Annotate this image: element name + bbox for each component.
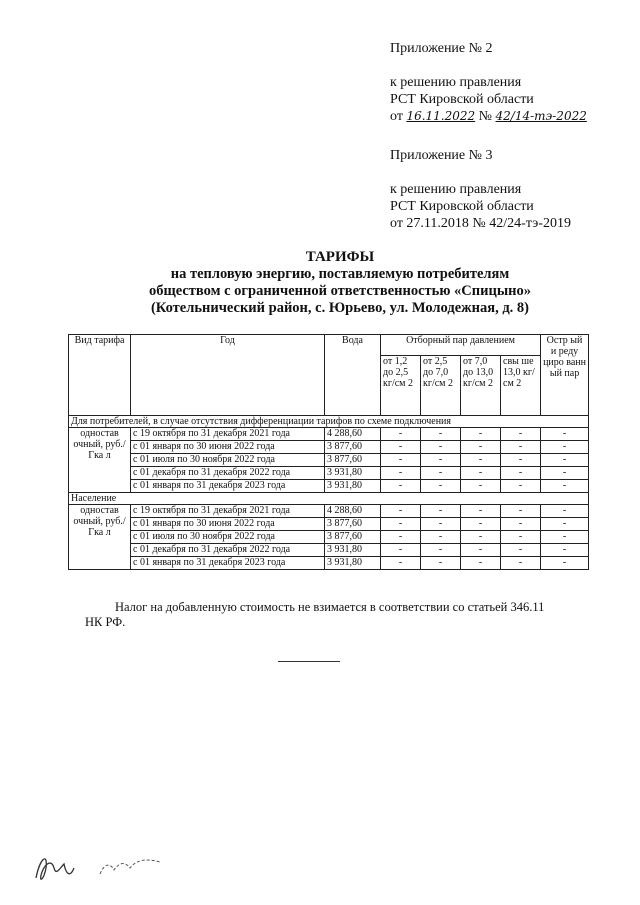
water-cell: 4 288,60 bbox=[325, 428, 381, 441]
steam1-cell: - bbox=[381, 505, 421, 518]
section-row bbox=[69, 416, 589, 428]
period-cell: с 01 января по 30 июня 2022 года bbox=[131, 441, 325, 454]
appendix-2-heading: Приложение № 2 bbox=[390, 41, 493, 56]
steam1-cell: - bbox=[381, 441, 421, 454]
water-cell: 3 931,80 bbox=[325, 480, 381, 493]
water-cell: 3 931,80 bbox=[325, 467, 381, 480]
tax-note bbox=[85, 600, 589, 630]
steam1-cell: - bbox=[381, 544, 421, 557]
document-title bbox=[60, 249, 620, 317]
period-cell: с 01 июля по 30 ноября 2022 года bbox=[131, 531, 325, 544]
tariff-table bbox=[68, 334, 589, 570]
sharp-cell: - bbox=[541, 454, 589, 467]
period-cell: с 19 октября по 31 декабря 2021 года bbox=[131, 428, 325, 441]
appendix-2-date-line bbox=[390, 108, 587, 125]
header-steam-2: от 2,5 до 7,0 кг/см 2 bbox=[421, 356, 461, 416]
sharp-cell: - bbox=[541, 557, 589, 570]
table-row bbox=[69, 480, 589, 493]
period-cell: с 01 января по 31 декабря 2023 года bbox=[131, 480, 325, 493]
period-cell: с 01 декабря по 31 декабря 2022 года bbox=[131, 467, 325, 480]
title-line1: ТАРИФЫ bbox=[305, 249, 375, 265]
date-prefix: от bbox=[390, 109, 403, 124]
section-2-label: Население bbox=[69, 493, 589, 505]
table-row bbox=[69, 518, 589, 531]
title-line3: обществом с ограниченной ответственностью «Спицыно» bbox=[148, 283, 531, 299]
steam3-cell: - bbox=[461, 557, 501, 570]
table-row bbox=[69, 428, 589, 441]
header-steam-3: от 7,0 до 13,0 кг/см 2 bbox=[461, 356, 501, 416]
header-steam-4: свы ше 13,0 кг/см 2 bbox=[501, 356, 541, 416]
handwritten-date: 16.11.2022 bbox=[406, 109, 476, 123]
steam4-cell: - bbox=[501, 518, 541, 531]
steam3-cell: - bbox=[461, 531, 501, 544]
steam4-cell: - bbox=[501, 480, 541, 493]
steam4-cell: - bbox=[501, 454, 541, 467]
header-steam: Отборный пар давлением bbox=[381, 335, 541, 356]
header-kind: Вид тарифа bbox=[69, 335, 131, 416]
steam1-cell: - bbox=[381, 531, 421, 544]
steam1-cell: - bbox=[381, 454, 421, 467]
steam2-cell: - bbox=[421, 480, 461, 493]
water-cell: 3 877,60 bbox=[325, 441, 381, 454]
sharp-cell: - bbox=[541, 441, 589, 454]
appendix-3-line3: от 27.11.2018 № 42/24-тэ-2019 bbox=[390, 216, 571, 231]
table-row bbox=[69, 441, 589, 454]
steam3-cell: - bbox=[461, 428, 501, 441]
table-row bbox=[69, 454, 589, 467]
steam3-cell: - bbox=[461, 441, 501, 454]
steam4-cell: - bbox=[501, 531, 541, 544]
steam3-cell: - bbox=[461, 505, 501, 518]
signature-icon bbox=[30, 838, 190, 888]
steam4-cell: - bbox=[501, 544, 541, 557]
steam1-cell: - bbox=[381, 480, 421, 493]
period-cell: с 01 декабря по 31 декабря 2022 года bbox=[131, 544, 325, 557]
period-cell: с 01 января по 30 июня 2022 года bbox=[131, 518, 325, 531]
water-cell: 3 931,80 bbox=[325, 557, 381, 570]
steam2-cell: - bbox=[421, 531, 461, 544]
header-year: Год bbox=[131, 335, 325, 416]
steam2-cell: - bbox=[421, 467, 461, 480]
title-line2: на тепловую энергию, поставляемую потребителям bbox=[170, 266, 510, 282]
table-row bbox=[69, 531, 589, 544]
table-row bbox=[69, 557, 589, 570]
steam4-cell: - bbox=[501, 441, 541, 454]
steam1-cell: - bbox=[381, 467, 421, 480]
water-cell: 3 931,80 bbox=[325, 544, 381, 557]
appendix-3-heading: Приложение № 3 bbox=[390, 148, 493, 163]
steam1-cell: - bbox=[381, 557, 421, 570]
appendix-2-line2: РСТ Кировской области bbox=[390, 92, 534, 107]
period-cell: с 19 октября по 31 декабря 2021 года bbox=[131, 505, 325, 518]
table-row bbox=[69, 505, 589, 518]
steam2-cell: - bbox=[421, 557, 461, 570]
appendix-2-line1: к решению правления bbox=[390, 75, 522, 90]
handwritten-number: 42/14-тэ-2022 bbox=[495, 109, 587, 123]
steam1-cell: - bbox=[381, 518, 421, 531]
steam4-cell: - bbox=[501, 557, 541, 570]
sharp-cell: - bbox=[541, 480, 589, 493]
steam3-cell: - bbox=[461, 467, 501, 480]
water-cell: 3 877,60 bbox=[325, 531, 381, 544]
water-cell: 3 877,60 bbox=[325, 454, 381, 467]
header-steam-1: от 1,2 до 2,5 кг/см 2 bbox=[381, 356, 421, 416]
water-cell: 4 288,60 bbox=[325, 505, 381, 518]
sharp-cell: - bbox=[541, 428, 589, 441]
steam4-cell: - bbox=[501, 428, 541, 441]
tax-note-line1: Налог на добавленную стоимость не взимается в соответствии со статьей 346.11 bbox=[115, 600, 545, 614]
title-line4: (Котельнический район, с. Юрьево, ул. Молодежная, д. 8) bbox=[150, 300, 530, 316]
tax-note-line2: НК РФ. bbox=[85, 615, 126, 629]
section-1-label: Для потребителей, в случае отсутствия дифференциации тарифов по схеме подключения bbox=[69, 416, 589, 428]
water-cell: 3 877,60 bbox=[325, 518, 381, 531]
sharp-cell: - bbox=[541, 518, 589, 531]
sharp-cell: - bbox=[541, 544, 589, 557]
appendix-2-block bbox=[390, 40, 587, 125]
appendix-3-block bbox=[390, 147, 571, 232]
steam3-cell: - bbox=[461, 518, 501, 531]
period-cell: с 01 июля по 30 ноября 2022 года bbox=[131, 454, 325, 467]
steam3-cell: - bbox=[461, 544, 501, 557]
steam2-cell: - bbox=[421, 505, 461, 518]
unit-cell: одностав очный, руб./Гка л bbox=[69, 505, 131, 570]
steam3-cell: - bbox=[461, 454, 501, 467]
header-water: Вода bbox=[325, 335, 381, 416]
steam1-cell: - bbox=[381, 428, 421, 441]
number-prefix: № bbox=[478, 109, 493, 124]
steam2-cell: - bbox=[421, 518, 461, 531]
table-row bbox=[69, 467, 589, 480]
steam2-cell: - bbox=[421, 428, 461, 441]
steam3-cell: - bbox=[461, 480, 501, 493]
period-cell: с 01 января по 31 декабря 2023 года bbox=[131, 557, 325, 570]
table-row bbox=[69, 544, 589, 557]
steam2-cell: - bbox=[421, 454, 461, 467]
unit-cell: одностав очный, руб./Гка л bbox=[69, 428, 131, 493]
separator-line bbox=[278, 661, 340, 662]
header-sharp-steam: Остр ый и реду циро ванн ый пар bbox=[541, 335, 589, 416]
steam4-cell: - bbox=[501, 467, 541, 480]
appendix-3-line2: РСТ Кировской области bbox=[390, 199, 534, 214]
sharp-cell: - bbox=[541, 467, 589, 480]
steam2-cell: - bbox=[421, 441, 461, 454]
sharp-cell: - bbox=[541, 531, 589, 544]
steam4-cell: - bbox=[501, 505, 541, 518]
appendix-3-line1: к решению правления bbox=[390, 182, 522, 197]
steam2-cell: - bbox=[421, 544, 461, 557]
section-row bbox=[69, 493, 589, 505]
sharp-cell: - bbox=[541, 505, 589, 518]
